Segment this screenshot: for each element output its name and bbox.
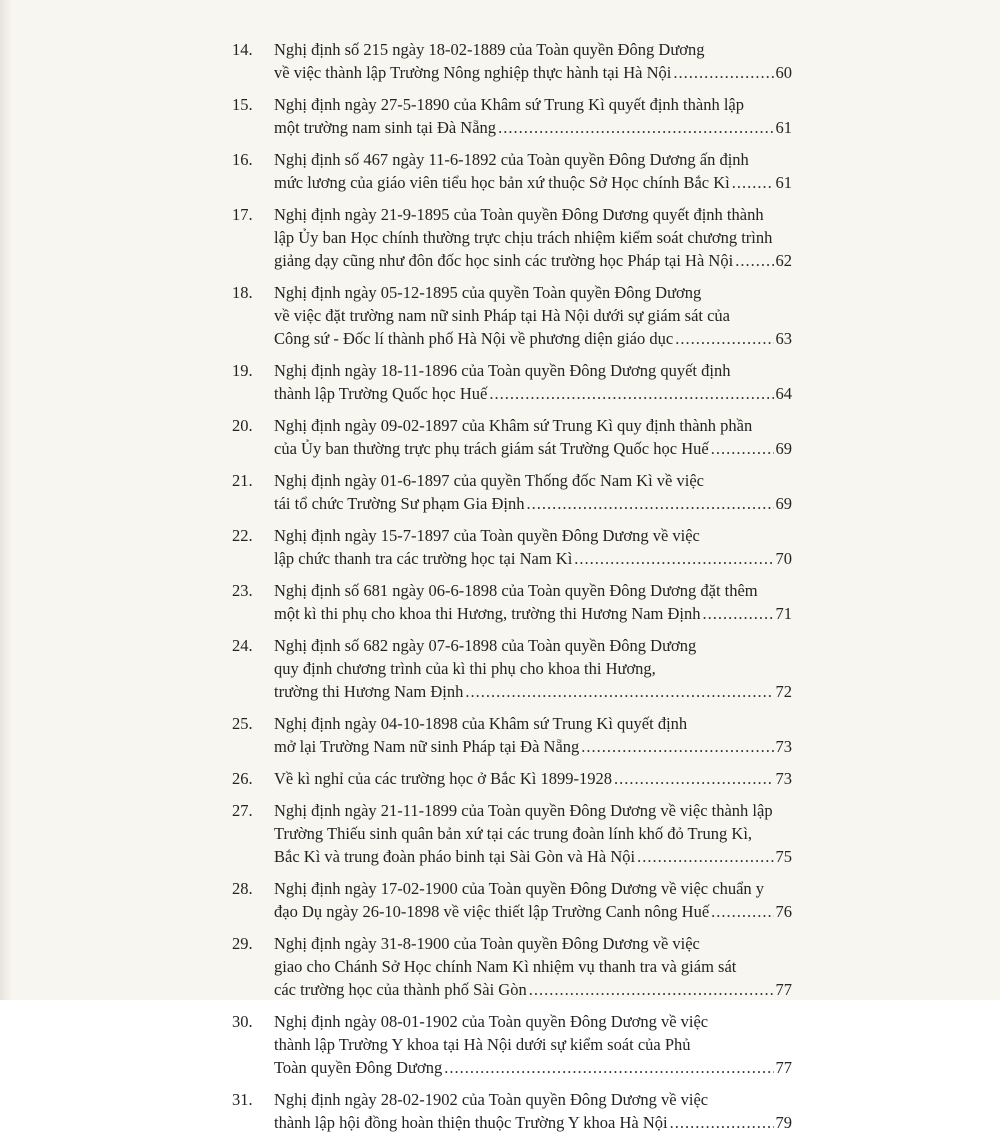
entry-final-line [274,900,792,923]
entry-number: 28. [232,879,253,898]
toc-entry [232,767,792,790]
entry-text-line: Nghị định ngày 15-7-1897 của Toàn quyền Đông Dương về việc [274,526,700,545]
entry-final-line [274,1111,792,1134]
dot-leader [574,547,773,570]
entry-text-line: về việc đặt trường nam nữ sinh Pháp tại Hà Nội dưới sự giám sát của [274,306,731,325]
entry-text-line: của Ủy ban thường trực phụ trách giám sát Trường Quốc học Huế [274,439,709,458]
entry-final-line [274,249,792,272]
entry-text-line: thành lập Trường Y khoa tại Hà Nội dưới sự kiểm soát của Phủ [274,1035,691,1054]
entry-text-line: Nghị định ngày 09-02-1897 của Khâm sứ Trung Kì quy định thành phần [274,416,753,435]
toc-entry [232,148,792,194]
toc-entry [232,712,792,758]
dot-leader [637,845,773,868]
entry-number: 29. [232,934,253,953]
entry-number: 18. [232,283,253,302]
toc-entry [232,203,792,272]
dot-leader [703,602,774,625]
page-number: 60 [775,63,792,82]
toc-entry [232,524,792,570]
entry-text-line: Nghị định ngày 08-01-1902 của Toàn quyền Đông Dương về việc [274,1012,709,1031]
entry-final-line [274,437,792,460]
entry-text-line: thành lập hội đồng hoàn thiện thuộc Trường Y khoa Hà Nội [274,1113,668,1132]
entry-text-line: mức lương của giáo viên tiểu học bản xứ thuộc Sở Học chính Bắc Kì [274,173,730,192]
entry-text-line: về việc thành lập Trường Nông nghiệp thực hành tại Hà Nội [274,63,672,82]
entry-text-line: Nghị định ngày 17-02-1900 của Toàn quyền Đông Dương về việc chuẩn y [274,879,765,898]
page-number: 61 [775,118,792,137]
entry-text-line: lập Ủy ban Học chính thường trực chịu trách nhiệm kiểm soát chương trình [274,228,773,247]
entry-final-line [274,547,792,570]
entry-final-line [274,602,792,625]
entry-text-line: Nghị định ngày 21-11-1899 của Toàn quyền Đông Dương về việc thành lập [274,801,773,820]
entry-final-line [274,845,792,868]
toc-entry [232,281,792,350]
entry-text-line: giảng dạy cũng như đôn đốc học sinh các trường học Pháp tại Hà Nội [274,251,734,270]
entry-number: 19. [232,361,253,380]
entry-text-line: lập chức thanh tra các trường học tại Nam Kì [274,549,573,568]
entry-number: 22. [232,526,253,545]
page-number: 70 [775,549,792,568]
dot-leader [581,735,773,758]
page-number: 64 [775,384,792,403]
toc-entry [232,414,792,460]
dot-leader [711,437,774,460]
toc-entry [232,799,792,868]
entry-final-line [274,767,792,790]
entry-text-line: Nghị định số 681 ngày 06-6-1898 của Toàn quyền Đông Dương đặt thêm [274,581,758,600]
entry-text-line: Nghị định ngày 18-11-1896 của Toàn quyền Đông Dương quyết định [274,361,731,380]
entry-text-line: Nghị định số 682 ngày 07-6-1898 của Toàn quyền Đông Dương [274,636,697,655]
page-number: 69 [775,439,792,458]
toc-entry [232,877,792,923]
dot-leader [489,382,773,405]
entry-final-line [274,382,792,405]
entry-text-line: tái tổ chức Trường Sư phạm Gia Định [274,494,525,513]
entry-text-line: Về kì nghỉ của các trường học ở Bắc Kì 1899-1928 [274,769,612,788]
dot-leader [711,900,773,923]
page-number: 76 [775,902,792,921]
dot-leader [614,767,774,790]
entry-final-line [274,735,792,758]
toc-entry [232,634,792,703]
dot-leader [527,492,774,515]
dot-leader [670,1111,774,1134]
entry-final-line [274,1056,792,1079]
dot-leader [673,61,773,84]
toc-entry [232,93,792,139]
entry-text-line: Nghị định số 467 ngày 11-6-1892 của Toàn quyền Đông Dương ấn định [274,150,749,169]
toc-entry [232,38,792,84]
entry-text-line: Nghị định ngày 31-8-1900 của Toàn quyền Đông Dương về việc [274,934,700,953]
page-number: 69 [775,494,792,513]
entry-final-line [274,327,792,350]
dot-leader [465,680,773,703]
page-number: 73 [775,769,792,788]
entry-text-line: Nghị định ngày 21-9-1895 của Toàn quyền Đông Dương quyết định thành [274,205,764,224]
entry-final-line [274,680,792,703]
page-number: 71 [775,604,792,623]
page-number: 75 [775,847,792,866]
page-number: 79 [775,1113,792,1132]
entry-text-line: thành lập Trường Quốc học Huế [274,384,488,403]
dot-leader [498,116,773,139]
page-number: 72 [775,682,792,701]
entry-text-line: một trường nam sinh tại Đà Nẵng [274,118,497,137]
entry-text-line: Nghị định ngày 27-5-1890 của Khâm sứ Trung Kì quyết định thành lập [274,95,744,114]
toc-entry [232,469,792,515]
dot-leader [735,249,773,272]
entry-number: 20. [232,416,253,435]
dot-leader [675,327,773,350]
entry-text-line: Bắc Kì và trung đoàn pháo binh tại Sài Gòn và Hà Nội [274,847,636,866]
dot-leader [529,978,774,1001]
entry-number: 24. [232,636,253,655]
page-number: 73 [775,737,792,756]
toc-entry [232,1088,792,1134]
entry-number: 31. [232,1090,253,1109]
entry-text-line: Toàn quyền Đông Dương [274,1058,443,1077]
toc-entry [232,932,792,1001]
page-number: 62 [775,251,792,270]
entry-text-line: Nghị định ngày 04-10-1898 của Khâm sứ Trung Kì quyết định [274,714,688,733]
entry-final-line [274,61,792,84]
entry-number: 15. [232,95,253,114]
dot-leader [444,1056,773,1079]
entry-number: 30. [232,1012,253,1031]
entry-final-line [274,171,792,194]
entry-number: 16. [232,150,253,169]
entry-text-line: Nghị định ngày 01-6-1897 của quyền Thống đốc Nam Kì về việc [274,471,704,490]
page-number: 61 [775,173,792,192]
toc-entry [232,579,792,625]
page-number: 63 [775,329,792,348]
entry-text-line: Nghị định số 215 ngày 18-02-1889 của Toàn quyền Đông Dương [274,40,705,59]
page-number: 77 [775,1058,792,1077]
entry-text-line: một kì thi phụ cho khoa thi Hương, trường thi Hương Nam Định [274,604,701,623]
entry-number: 17. [232,205,253,224]
dot-leader [732,171,774,194]
page-number: 77 [775,980,792,999]
entry-number: 14. [232,40,253,59]
entry-text-line: giao cho Chánh Sở Học chính Nam Kì nhiệm vụ thanh tra và giám sát [274,957,737,976]
entry-final-line [274,116,792,139]
entry-number: 26. [232,769,253,788]
entry-number: 21. [232,471,253,490]
entry-final-line [274,492,792,515]
entry-text-line: các trường học của thành phố Sài Gòn [274,980,527,999]
table-of-contents [232,38,792,1143]
page-edge-shadow [0,0,12,1000]
entry-text-line: trường thi Hương Nam Định [274,682,464,701]
entry-number: 25. [232,714,253,733]
entry-text-line: Nghị định ngày 05-12-1895 của quyền Toàn quyền Đông Dương [274,283,702,302]
entry-final-line [274,978,792,1001]
entry-text-line: quy định chương trình của kì thi phụ cho khoa thi Hương, [274,659,656,678]
toc-entry [232,1010,792,1079]
entry-number: 23. [232,581,253,600]
entry-text-line: Trường Thiếu sinh quân bản xứ tại các trung đoàn lính khố đỏ Trung Kì, [274,824,753,843]
entry-text-line: Công sứ - Đốc lí thành phố Hà Nội về phương diện giáo dục [274,329,674,348]
entry-text-line: đạo Dụ ngày 26-10-1898 về việc thiết lập Trường Canh nông Huế [274,902,710,921]
entry-number: 27. [232,801,253,820]
toc-entry [232,359,792,405]
entry-text-line: mở lại Trường Nam nữ sinh Pháp tại Đà Nẵng [274,737,580,756]
entry-text-line: Nghị định ngày 28-02-1902 của Toàn quyền Đông Dương về việc [274,1090,709,1109]
